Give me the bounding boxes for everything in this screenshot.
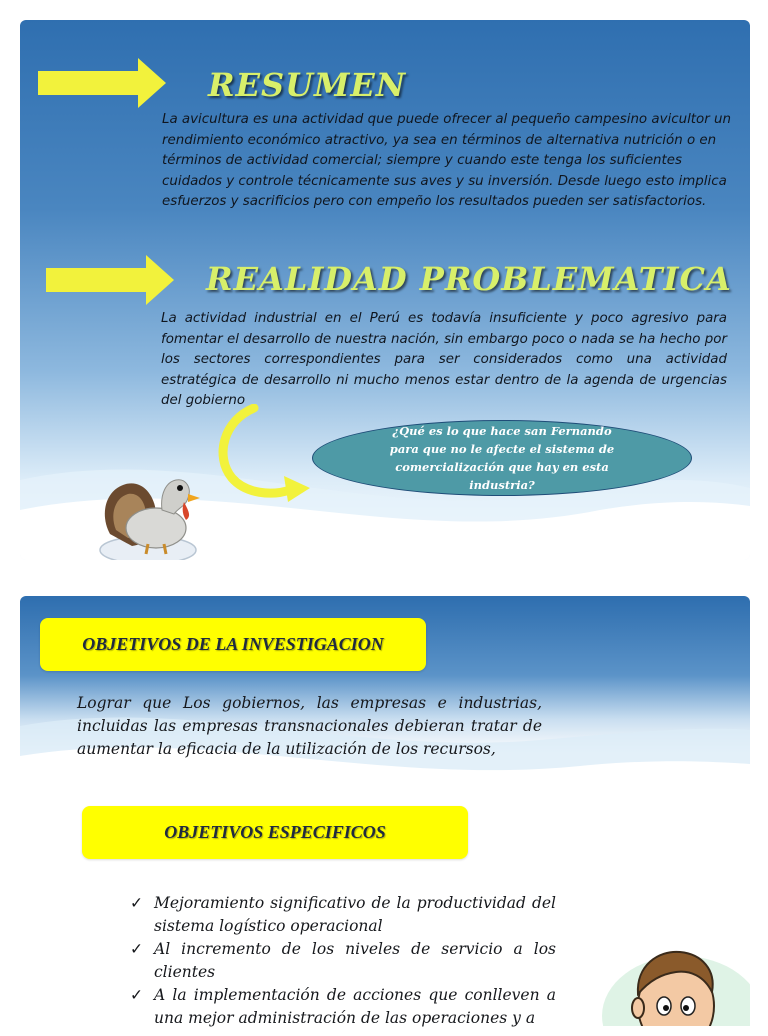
question-text: ¿Qué es lo que hace san Fernando para que no le afecte el sistema de comercialización que hay en esta industria? xyxy=(389,424,615,492)
realidad-heading: REALIDAD PROBLEMATICA xyxy=(206,260,732,298)
cartoon-face-icon xyxy=(592,946,750,1026)
realidad-text: La actividad industrial en el Perú es todavía insuficiente y poco agresivo para fomentar el desarrollo de nuestra nación, sin embargo poco o nada se ha hecho por los sectores correspondientes para ser considerados como una actividad estratégica de desarrollo ni mucho menos estar dentro de la agenda de urgencias del gobierno xyxy=(161,311,727,408)
especificos-heading: OBJETIVOS ESPECIFICOS xyxy=(164,822,386,842)
resumen-text: La avicultura es una actividad que puede ofrecer al pequeño campesino avicultor un rendimiento económico atractivo, ya sea en términos de alternativa nutrición o en términos de actividad comercial; siempre y cuando este tenga los suficientes cuidados y controle técnicamente sus aves y su inversión. Desde luego esto implica esfuerzos y sacrificios pero con empeño los resultados pueden ser satisfactorios. xyxy=(162,112,731,209)
turkey-icon xyxy=(96,450,206,560)
objetivos-text: Lograr que Los gobiernos, las empresas e industrias, incluidas las empresas transnacionales debieran tratar de aumentar la eficacia de la utilización de los recursos, xyxy=(77,694,542,758)
check-icon: ✓ xyxy=(130,940,143,958)
slide-resumen xyxy=(20,20,750,560)
list-item: ✓ Mejoramiento significativo de la productividad del sistema logístico operacional xyxy=(130,894,556,935)
check-icon: ✓ xyxy=(130,894,143,912)
check-icon: ✓ xyxy=(130,986,143,1004)
resumen-heading: RESUMEN xyxy=(208,66,407,104)
objetivos-label xyxy=(40,618,426,671)
question-bubble xyxy=(312,420,692,496)
especificos-list xyxy=(130,892,556,1030)
list-item: ✓ Al incremento de los niveles de servicio a los clientes xyxy=(130,940,556,981)
objetivos-heading: OBJETIVOS DE LA INVESTIGACION xyxy=(82,634,384,654)
arrow-right-icon xyxy=(46,255,178,305)
curved-arrow-icon xyxy=(210,404,320,504)
slide-objetivos xyxy=(20,596,750,1036)
especificos-label xyxy=(82,806,468,859)
arrow-right-icon xyxy=(38,58,170,108)
list-item: ✓ A la implementación de acciones que conlleven a una mejor administración de las operaciones y a xyxy=(130,986,556,1027)
